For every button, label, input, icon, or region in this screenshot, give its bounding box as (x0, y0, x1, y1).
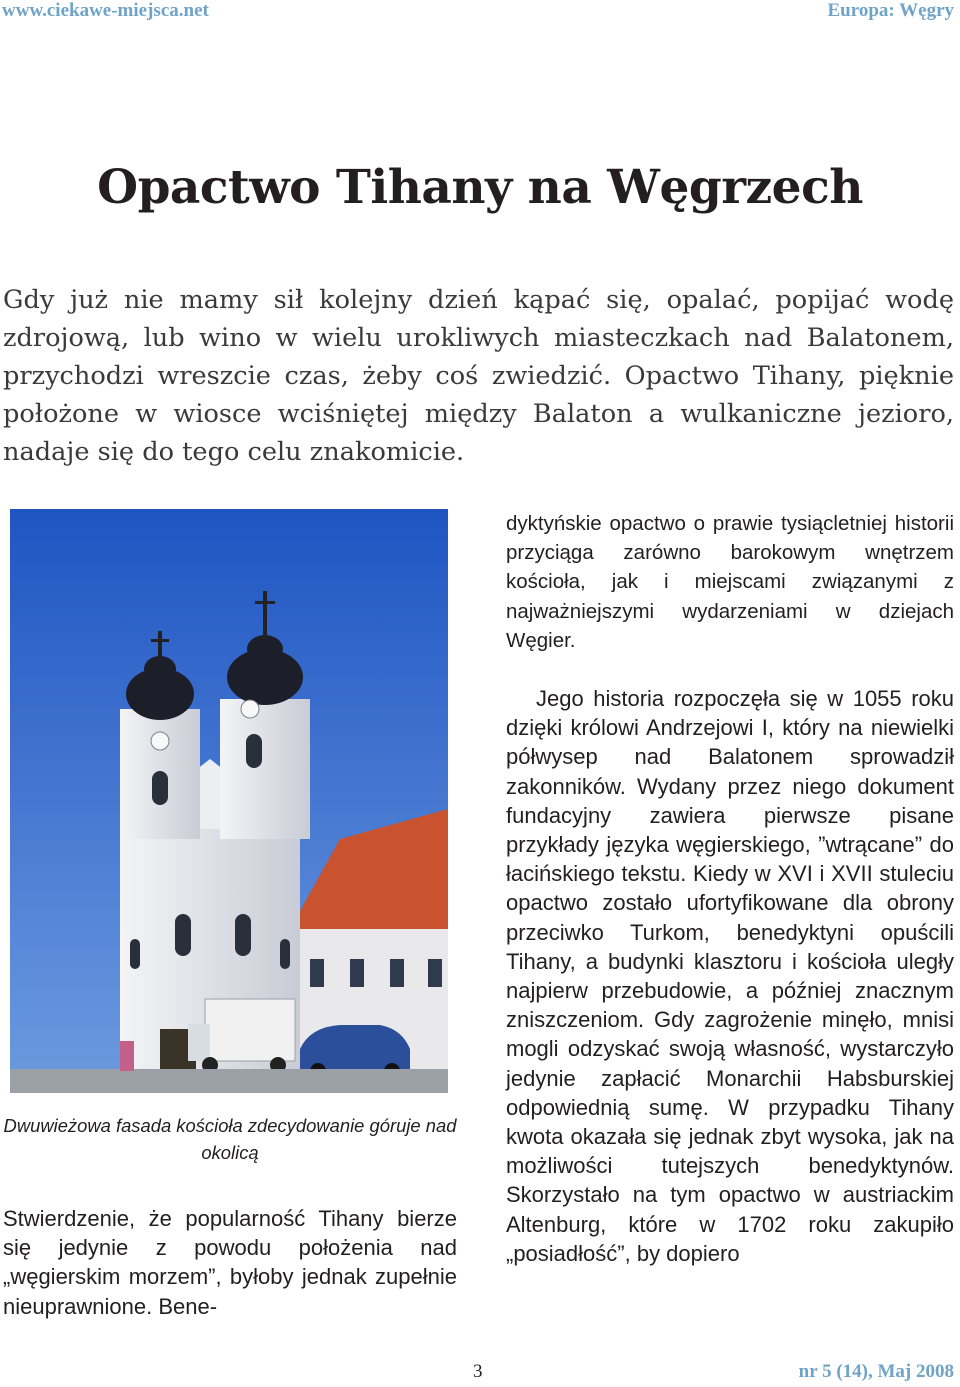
body-column-right (506, 509, 954, 1268)
church-photo (10, 509, 448, 1093)
page-footer (0, 1361, 960, 1387)
page-number: 3 (473, 1361, 483, 1382)
page-header (0, 0, 960, 24)
body-paragraph-right-1: dyktyńskie opactwo o prawie tysiącletniej historii przyciąga zarówno barokowym wnętrzem kościoła, jak i miejscami związanymi z najważniejszymi wydarzeniami w dziejach Węgier. (506, 512, 954, 652)
article-title: Opactwo Tihany na Węgrzech (97, 160, 863, 215)
body-paragraph-right-2: Jego historia rozpoczęła się w 1055 roku dzięki królowi Andrzejowi I, który na niewielki półwysep nad Balatonem sprowadził zakonników. Wydany przez niego dokument fundacyjny zawiera pierwsze pisane przykłady języka węgierskiego, ”wtrącane” do łacińskiego tekstu. Kiedy w XVI i XVII stuleciu opactwo zostało ufortyfikowane dla obrony przeciwko Turkom, benedyktyni opuścili Tihany, a budynki klasztoru i kościoła uległy najpierw przebudowie, a później znacznym zniszczeniom. Gdy zagrożenie minęło, mnisi mogli odzyskać swoją własność, wystarczyło jedynie zapłacić Monarchii Habsburskiej odpowiednią sumę. W przypadku Tihany kwota okazała się jednak zbyt wysoka, jak na możliwości tutejszych benedyktynów. Skorzystało na tym opactwo w austriackim Altenburg, które w 1702 roku zakupiło „posiadłość”, by dopiero (506, 686, 954, 1266)
site-url[interactable]: www.ciekawe-miejsca.net (2, 0, 209, 21)
photo-caption: Dwuwieżowa fasada kościoła zdecydowanie góruje nad okolicą (3, 1115, 457, 1163)
body-paragraph-left: Stwierdzenie, że popularność Tihany bierze się jedynie z powodu położenia nad „węgierskim morzem”, byłoby jednak zupełnie nieuprawnione. Bene- (3, 1206, 457, 1319)
section-label: Europa: Węgry (827, 0, 954, 21)
issue-label: nr 5 (14), Maj 2008 (798, 1361, 954, 1382)
article-lead: Gdy już nie mamy sił kolejny dzień kąpać się, opalać, popijać wodę zdrojową, lub wino w wielu urokliwych miasteczkach nad Balatonem, przychodzi wreszcie czas, żeby coś zwiedzić. Opactwo Tihany, pięknie położone w wiosce wciśniętej między Balaton a wulkaniczne jezioro, nadaje się do tego celu znakomicie. (3, 285, 954, 468)
